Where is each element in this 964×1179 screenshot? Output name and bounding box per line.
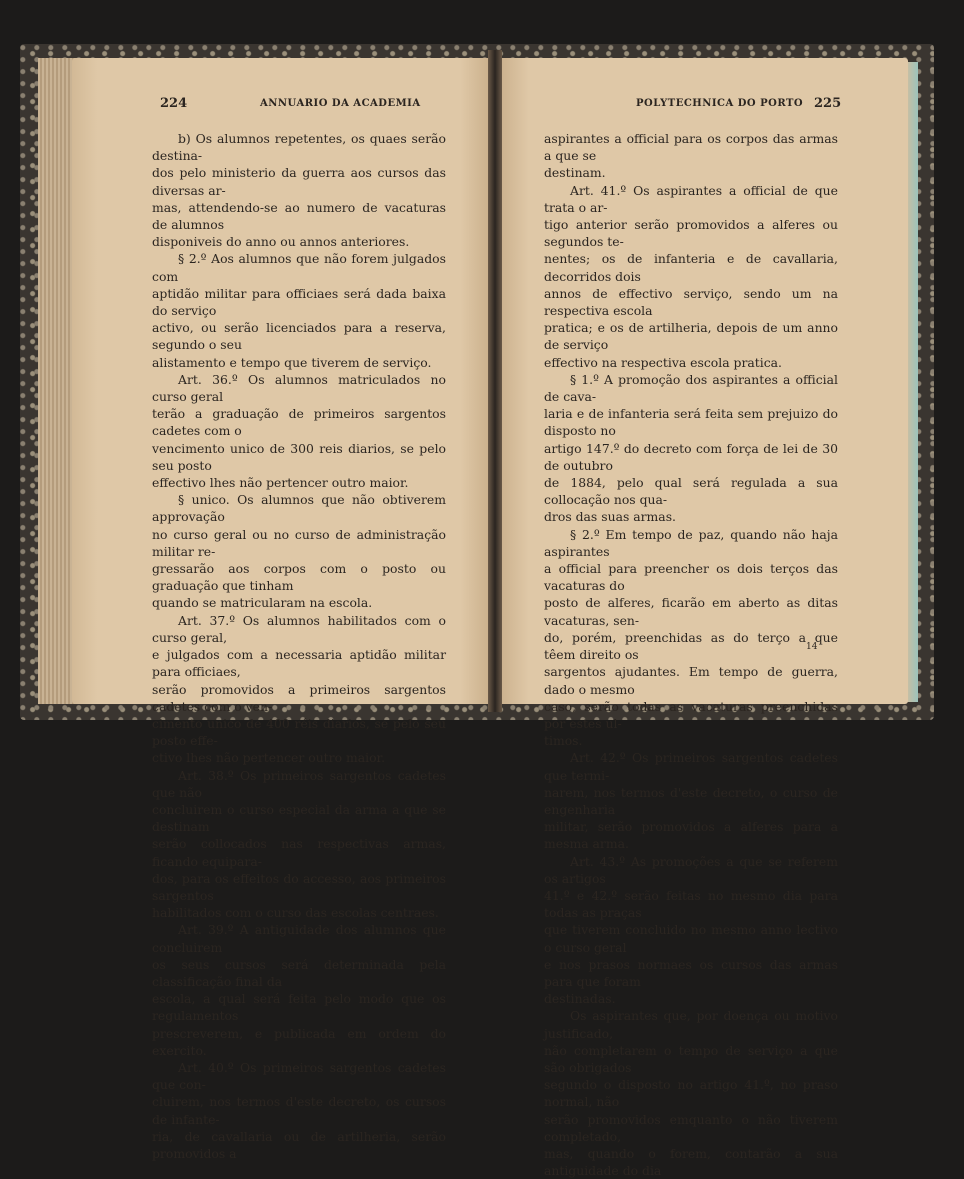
text-line: nentes; os de infanteria e de cavallaria, decorridos dois xyxy=(544,251,838,284)
text-line: Art. 41.º Os aspirantes a official de que trata o ar- xyxy=(544,182,838,215)
text-line: concluirem o curso especial da arma a que se destinam xyxy=(152,801,446,835)
text-line: Art. 36.º Os alumnos matriculados no curso geral xyxy=(152,371,446,405)
text-line: e julgados com a necessaria aptidão militar para officiaes, xyxy=(152,647,446,680)
text-line: serão collocados nas respectivas armas, ficando equipara- xyxy=(152,836,446,869)
text-line: ria, de cavallaria ou de artilheria, serão promovidos a xyxy=(152,1128,446,1161)
text-line: pratica; e os de artilheria, depois de um anno de serviço xyxy=(544,320,838,353)
text-line: Os aspirantes que, por doença ou motivo justificado, xyxy=(544,1008,838,1041)
page-number: 225 xyxy=(814,96,842,111)
book-gutter xyxy=(488,50,502,712)
text-line: aptidão militar para officiaes será dada baixa do serviço xyxy=(152,285,446,319)
text-line: quando se matricularam na escola. xyxy=(152,595,373,611)
text-line: destinam. xyxy=(544,165,606,181)
text-line: que tiverem concluido no mesmo anno lectivo o curso geral xyxy=(544,922,838,955)
text-line: dos, para os effeitos do accesso, aos primeiros sargentos xyxy=(152,870,446,903)
page-body xyxy=(152,130,446,1162)
text-line: a official para preencher os dois terços das vacaturas do xyxy=(544,561,838,594)
text-line: posto de alferes, ficarão em aberto as ditas vacaturas, sen- xyxy=(544,595,838,628)
text-line: dros das suas armas. xyxy=(544,509,676,525)
text-line: ctivo lhes não pertencer outro maior. xyxy=(152,750,386,766)
text-line: Art. 42.º Os primeiros sargentos cadetes que termi- xyxy=(544,750,838,783)
text-line: annos de effectivo serviço, sendo um na respectiva escola xyxy=(544,285,838,319)
text-line: cimento unico de 400 réis diarios, se pelo seu posto effe- xyxy=(152,715,446,749)
text-line: laria e de infanteria será feita sem prejuizo do disposto no xyxy=(544,406,838,439)
text-line: cluirem, nos termos d'este decreto, os cursos de infante- xyxy=(152,1094,446,1127)
text-line: Art. 40.º Os primeiros sargentos cadetes que con- xyxy=(152,1059,446,1093)
text-line: militar, serão promovidos a alferes para a mesma arma. xyxy=(544,819,838,852)
signature-mark: 14 xyxy=(806,642,818,652)
text-line: terão a graduação de primeiros sargentos cadetes com o xyxy=(152,406,446,439)
text-line: narem, nos termos d'este decreto, o curso de engenharia xyxy=(544,784,838,817)
text-line: no curso geral ou no curso de administração militar re- xyxy=(152,526,446,559)
text-line: mas, attendendo-se ao numero de vacaturas de alumnos xyxy=(152,199,446,233)
text-line: sargentos ajudantes. Em tempo de guerra, dado o mesmo xyxy=(544,664,838,697)
text-line: § 2.º Aos alumnos que não forem julgados com xyxy=(152,251,446,284)
text-line: serão promovidos emquanto o não tiverem completado, xyxy=(544,1111,838,1144)
text-line: gressarão aos corpos com o posto ou graduação que tinham xyxy=(152,561,446,594)
text-line: activo, ou serão licenciados para a reserva, segundo o seu xyxy=(152,320,446,353)
running-head: ANNUARIO DA ACADEMIA xyxy=(260,98,421,109)
text-line: disponiveis do anno ou annos anteriores. xyxy=(152,234,410,250)
text-line: dos pelo ministerio da guerra aos cursos das diversas ar- xyxy=(152,165,446,198)
text-line: § 1.º A promoção dos aspirantes a official de cava- xyxy=(544,371,838,405)
text-line: § unico. Os alumnos que não obtiverem approvação xyxy=(152,492,446,525)
text-line: do, porém, preenchidas as do terço a que têem direito os xyxy=(544,629,838,663)
running-head: POLYTECHNICA DO PORTO xyxy=(636,98,804,109)
page-body xyxy=(544,130,838,1179)
text-line: e nos prasos normaes os cursos das armas para que foram xyxy=(544,956,838,989)
text-line: destinadas. xyxy=(544,991,616,1007)
right-page xyxy=(496,58,908,1179)
text-line: mas, quando o forem, contarão a sua antiguidade do dia xyxy=(544,1145,838,1179)
page-number: 224 xyxy=(160,96,188,111)
left-page xyxy=(72,58,494,1161)
text-line: 41.º e 42.º serão feitas no mesmo dia para todas as praças xyxy=(544,887,838,921)
text-line: tigo anterior serão promovidos a alferes ou segundos te- xyxy=(544,217,838,250)
text-line: timos. xyxy=(544,733,583,749)
text-line: artigo 147.º do decreto com força de lei de 30 de outubro xyxy=(544,440,838,473)
text-line: caso, serão todas as vacaturas preenchidas por estes ul- xyxy=(544,698,838,731)
text-line: alistamento e tempo que tiverem de serviço. xyxy=(152,354,432,370)
text-line: aspirantes a official para os corpos das armas a que se xyxy=(544,131,838,164)
text-line: Art. 37.º Os alumnos habilitados com o curso geral, xyxy=(152,612,446,645)
text-line: habilitados com o curso das escolas centraes. xyxy=(152,905,439,921)
text-line: Art. 39.º A antiguidade dos alumnos que concluirem xyxy=(152,922,446,955)
text-line: Art. 43.º As promoções a que se referem os artigos xyxy=(544,853,838,886)
text-line: segundo o disposto no artigo 41.º, no praso normal, não xyxy=(544,1077,838,1110)
text-line: não completarem o tempo de serviço a que são obrigados xyxy=(544,1042,838,1075)
text-line: effectivo lhes não pertencer outro maior. xyxy=(152,475,409,491)
text-line: effectivo na respectiva escola pratica. xyxy=(544,354,782,370)
text-line: § 2.º Em tempo de paz, quando não haja aspirantes xyxy=(544,526,838,559)
text-line: vencimento unico de 300 reis diarios, se pelo seu posto xyxy=(152,440,446,473)
text-line: prescreverem, e publicada em ordem do exercito. xyxy=(152,1025,446,1058)
text-line: b) Os alumnos repetentes, os quaes serão destina- xyxy=(152,131,446,164)
text-line: os seus cursos será determinada pela classificação final da xyxy=(152,956,446,989)
text-line: serão promovidos a primeiros sargentos cadetes com o ven- xyxy=(152,681,446,714)
text-line: escola, a qual será feita pelo modo que os regulamentos xyxy=(152,991,446,1024)
text-line: Art. 38.º Os primeiros sargentos cadetes que não xyxy=(152,767,446,800)
text-line: de 1884, pelo qual será regulada a sua collocação nos qua- xyxy=(544,475,838,508)
